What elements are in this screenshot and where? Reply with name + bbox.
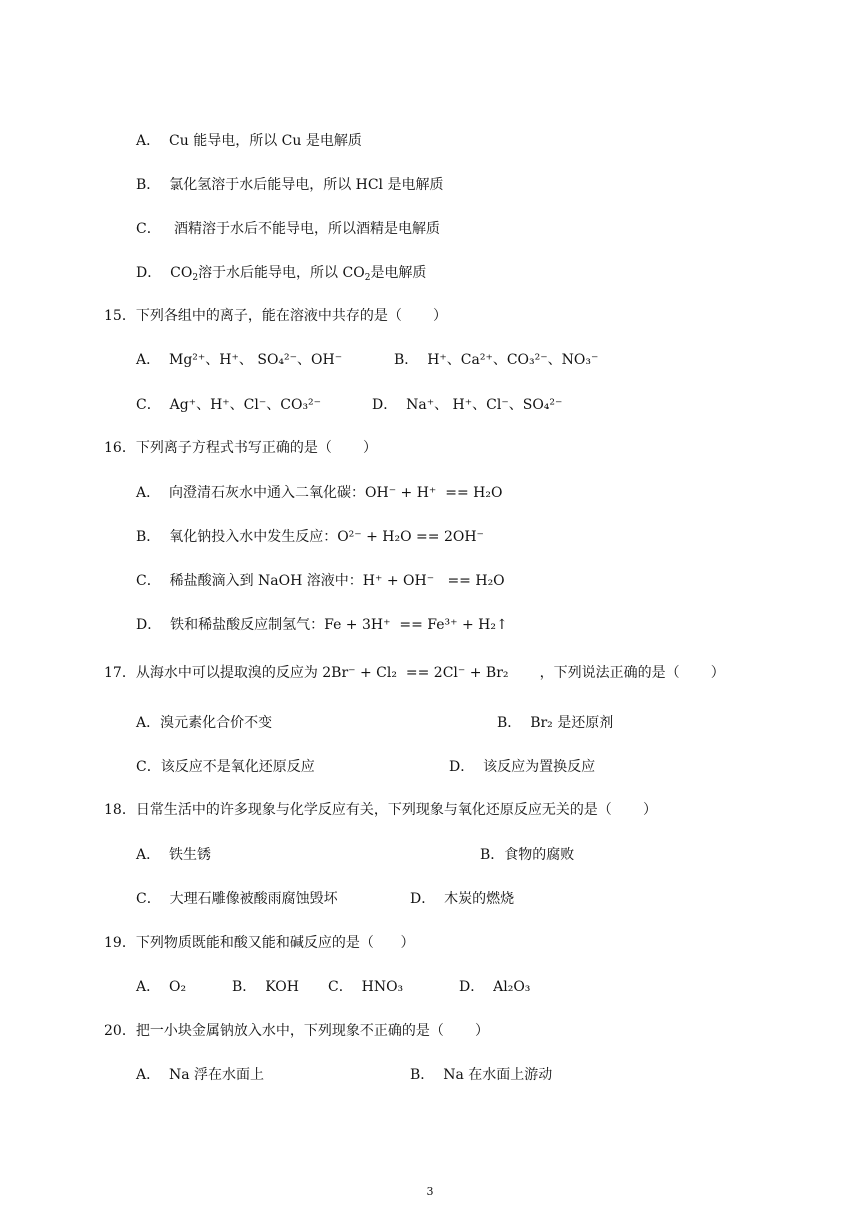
q15-option-d: D． Na⁺、 H⁺、Cl⁻、SO₄²⁻	[372, 397, 563, 413]
q20-stem: 20．把一小块金属钠放入水中，下列现象不正确的是（ ）	[104, 1023, 489, 1039]
q16-option-c: C． 稀盐酸滴入到 NaOH 溶液中：H⁺ + OH⁻ == H₂O	[136, 573, 505, 589]
q16-option-d: D． 铁和稀盐酸反应制氢气：Fe + 3H⁺ == Fe³⁺ + H₂↑	[136, 617, 508, 633]
q14-d-sub-2: 2	[364, 273, 371, 283]
q17-option-b: B． Br₂ 是还原剂	[497, 715, 614, 731]
q16-option-a: A． 向澄清石灰水中通入二氧化碳：OH⁻ + H⁺ == H₂O	[136, 485, 503, 501]
q18-option-b: B．食物的腐败	[480, 847, 575, 863]
q15-stem: 15．下列各组中的离子，能在溶液中共存的是（ ）	[104, 308, 447, 324]
q16-option-b: B． 氧化钠投入水中发生反应：O²⁻ + H₂O == 2OH⁻	[136, 529, 484, 545]
q19-stem: 19．下列物质既能和酸又能和碱反应的是（ ）	[104, 935, 415, 951]
q17-option-c: C．该反应不是氧化还原反应	[136, 759, 315, 775]
q14-d-middle: 溶于水后能导电，所以 CO	[198, 265, 365, 281]
q14-d-prefix: D． CO	[136, 265, 193, 281]
q18-option-c: C． 大理石雕像被酸雨腐蚀毁坏	[136, 891, 338, 907]
q15-option-a: A． Mg²⁺、H⁺、 SO₄²⁻、OH⁻	[136, 352, 343, 368]
page-number: 3	[426, 1185, 434, 1198]
q20-option-a: A． Na 浮在水面上	[136, 1067, 265, 1083]
q14-option-d	[136, 264, 426, 282]
q17-option-a: A．溴元素化合价不变	[136, 715, 273, 731]
q14-d-sub-1: 2	[192, 273, 199, 283]
q19-option-a: A． O₂	[136, 979, 187, 995]
q19-option-c: C． HNO₃	[328, 979, 404, 995]
q15-option-c: C． Ag⁺、H⁺、Cl⁻、CO₃²⁻	[136, 397, 322, 413]
q20-option-b: B． Na 在水面上游动	[410, 1067, 553, 1083]
q19-option-d: D． Al₂O₃	[459, 979, 531, 995]
q16-stem: 16．下列离子方程式书写正确的是（ ）	[104, 440, 377, 456]
q14-option-b: B． 氯化氢溶于水后能导电，所以 HCl 是电解质	[136, 177, 444, 193]
q19-option-b: B． KOH	[232, 979, 299, 995]
q17-stem: 17．从海水中可以提取溴的反应为 2Br⁻ + Cl₂ == 2Cl⁻ + Br₂ ，下列说法正确的是（ ）	[104, 665, 725, 681]
q18-stem: 18．日常生活中的许多现象与化学反应有关，下列现象与氧化还原反应无关的是（ ）	[104, 802, 657, 818]
q18-option-d: D． 木炭的燃烧	[410, 891, 515, 907]
q14-option-a: A． Cu 能导电，所以 Cu 是电解质	[136, 133, 362, 149]
q14-option-c: C． 酒精溶于水后不能导电，所以酒精是电解质	[136, 221, 441, 237]
q18-option-a: A． 铁生锈	[136, 847, 212, 863]
q14-d-suffix: 是电解质	[370, 265, 427, 281]
q15-option-b: B． H⁺、Ca²⁺、CO₃²⁻、NO₃⁻	[394, 352, 599, 368]
q17-option-d: D． 该反应为置换反应	[449, 759, 596, 775]
